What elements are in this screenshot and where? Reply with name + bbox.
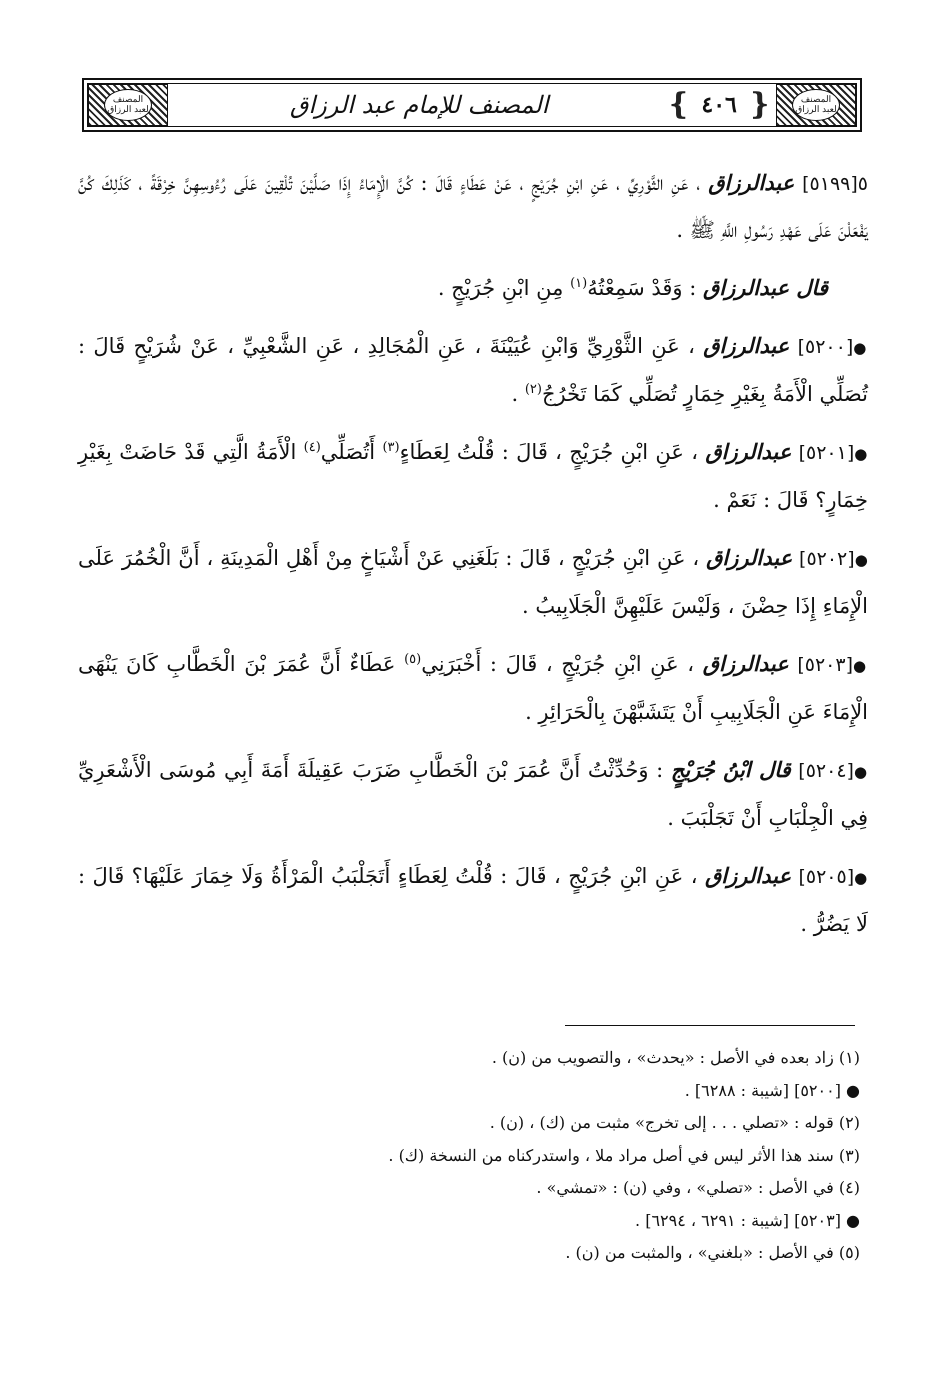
footnotes (120, 1042, 860, 1270)
footnote: (٢) قوله : «تصلي . . . إلى تخرج» مثبت من (ك) ، (ن) . (489, 1113, 860, 1132)
hadith-entry (78, 853, 868, 947)
bullet-icon: ● (852, 657, 869, 675)
hadith-entry (78, 323, 868, 417)
bullet-icon: ● (854, 869, 868, 887)
entry-text: أَتُصَلِّي (320, 440, 376, 464)
hadith-entry (78, 641, 868, 735)
footnote: (١) زاد بعده في الأصل : «يحدث» ، والتصويب من (ن) . (491, 1048, 860, 1067)
entry-text: مِنِ ابْنِ جُرَيْجٍ . (437, 276, 564, 300)
footnote: (٣) سند هذا الأثر ليس في أصل مراد ملا ، واستدركناه من النسخة (ك) . (388, 1145, 860, 1165)
entry-text: ، عَنِ الثَّوْرِيِّ وَابْنِ عُيَيْنَةَ ، عَنِ الْمُجَالِدِ ، عَنِ الشَّعْبِيِّ ، عَنْ شُرَيْحٍ قَالَ : تُصَلِّي الْأَمَةُ بِغَيْرِ خِمَارٍ تُصَلِّي كَمَا تَخْرُجُ (78, 334, 868, 406)
bullet-icon: ● (853, 763, 868, 781)
entry-number: [٥٢٠١] (798, 442, 855, 464)
footnote: ● [٥٢٠٣] [شيبة : ٦٢٩١ ، ٦٢٩٤] . (635, 1210, 860, 1230)
ornament-bracket-icon: ❴ (666, 87, 692, 122)
footnote: (٥) في الأصل : «بلغني» ، والمثبت من (ن) . (565, 1243, 860, 1262)
narrator-name: عبدالرزاق (702, 651, 789, 676)
entry-text: : وَحُدِّثْتُ أَنَّ عُمَرَ بْنَ الْخَطَّابِ ضَرَبَ عَقِيلَةَ أَمَةَ أَبِي مُوسَى الْأَشْعَرِيِّ فِي الْجِلْبَابِ أَنْ تَجَلْبَبَ . (78, 758, 868, 830)
bullet-icon: ● (854, 551, 868, 569)
entry-text: ، عَنِ ابْنِ جُرَيْجٍ ، قَالَ : قُلْتُ لِعَطَاءٍ أَتَجَلْبَبُ الْمَرْأَةُ وَلَا خِمَارَ عَلَيْهَا؟ قَالَ : لَا يَضُرُّ . (78, 864, 868, 936)
ornament-medallion: المصنف لعبد الرزاق (792, 89, 840, 121)
narrator-comment (78, 265, 868, 311)
footnote-ref: (٣) (382, 440, 400, 455)
narrator-name: قال عبدالرزاق (703, 275, 828, 300)
footnote-divider (565, 1025, 855, 1026)
page-number-box (666, 87, 772, 122)
entry-text: ، عَنِ الثَّوْرِيِّ ، عَنِ ابْنِ جُرَيْجٍ ، عَنْ عَطَاءٍ قَالَ : كُنَّ الْإِمَاءُ إِذَا صَلَّيْنَ تُلْقِينَ عَلَى رُءُوسِهِنَّ خِرْقَةً ، كَذَلِكَ كُنَّ يَفْعَلْنَ عَلَى عَهْدِ رَسُولِ اللَّهِ ﷺ . (78, 171, 868, 242)
narrator-name: عبدالرزاق (708, 170, 795, 195)
entry-text: الْأَمَةُ الَّتِي قَدْ حَاضَتْ بِغَيْرِ خِمَارٍ؟ قَالَ : نَعَمْ . (78, 440, 868, 512)
footnote-ref: (٤) (303, 440, 321, 455)
entry-number: [٥٢٠٤] (798, 760, 854, 782)
entry-number: [٥٢٠٢] (799, 548, 855, 570)
entry-number: [٥٢٠٥] (798, 866, 855, 888)
narrator-name: عبدالرزاق (703, 333, 790, 358)
narrator-name: قال ابْنُ جُرَيْجٍ (670, 757, 791, 782)
entry-number: [٥٢٠٣] (797, 654, 853, 676)
entry-text: عَطَاءٌ أَنَّ عُمَرَ بْنَ الْخَطَّابِ كَانَ يَنْهَى الْإِمَاءَ عَنِ الْجَلَابِيبِ أَنْ يَتَشَبَّهْنَ بِالْحَرَائِرِ . (78, 652, 868, 724)
hadith-entry (78, 747, 868, 841)
page-header (82, 78, 862, 132)
entry-number: [٥١٩٩] (802, 173, 858, 195)
hadith-entry (78, 160, 868, 253)
entry-text: : وَقَدْ سَمِعْتُهُ (587, 276, 697, 300)
left-ornament (88, 84, 168, 126)
ornament-medallion: المصنف لعبد الرزاق (104, 89, 152, 121)
bullet-icon: ● (853, 339, 868, 357)
bullet-icon: ● (854, 445, 868, 463)
running-title: المصنف للإمام عبد الرزاق (289, 91, 549, 119)
hadith-entry (78, 429, 868, 523)
entry-text: ، عَنِ ابْنِ جُرَيْجٍ ، قَالَ : قُلْتُ لِعَطَاءٍ (399, 440, 699, 464)
narrator-name: عبدالرزاق (705, 439, 792, 464)
hadith-entry (78, 535, 868, 629)
entry-number: [٥٢٠٠] (797, 336, 854, 358)
entry-text: . (511, 382, 519, 406)
footnote-ref: (٢) (524, 382, 542, 397)
footnote: (٤) في الأصل : «تصلي» ، وفي (ن) : «تمشي» . (536, 1178, 860, 1197)
right-ornament (776, 84, 856, 126)
footnote: ● [٥٢٠٠] [شيبة : ٦٢٨٨] . (684, 1080, 860, 1100)
narrator-name: عبدالرزاق (706, 545, 793, 570)
entry-text: ، عَنِ ابْنِ جُرَيْجٍ ، قَالَ : أَخْبَرَنِي (421, 652, 695, 676)
main-text (78, 160, 868, 959)
entry-marker: ٥ (857, 173, 868, 195)
page-number: ٤٠٦ (701, 92, 737, 118)
narrator-name: عبدالرزاق (705, 863, 791, 888)
footnote-ref: (١) (570, 276, 588, 291)
entry-text: ، عَنِ ابْنِ جُرَيْجٍ ، قَالَ : بَلَغَنِي عَنْ أَشْيَاخٍ مِنْ أَهْلِ الْمَدِينَةِ ، أَنَّ الْخُمُرَ عَلَى الْإِمَاءِ إِذَا حِضْنَ ، وَلَيْسَ عَلَيْهِنَّ الْجَلَابِيبُ . (78, 546, 868, 618)
ornament-bracket-icon: ❵ (746, 87, 772, 122)
footnote-ref: (٥) (404, 652, 422, 667)
